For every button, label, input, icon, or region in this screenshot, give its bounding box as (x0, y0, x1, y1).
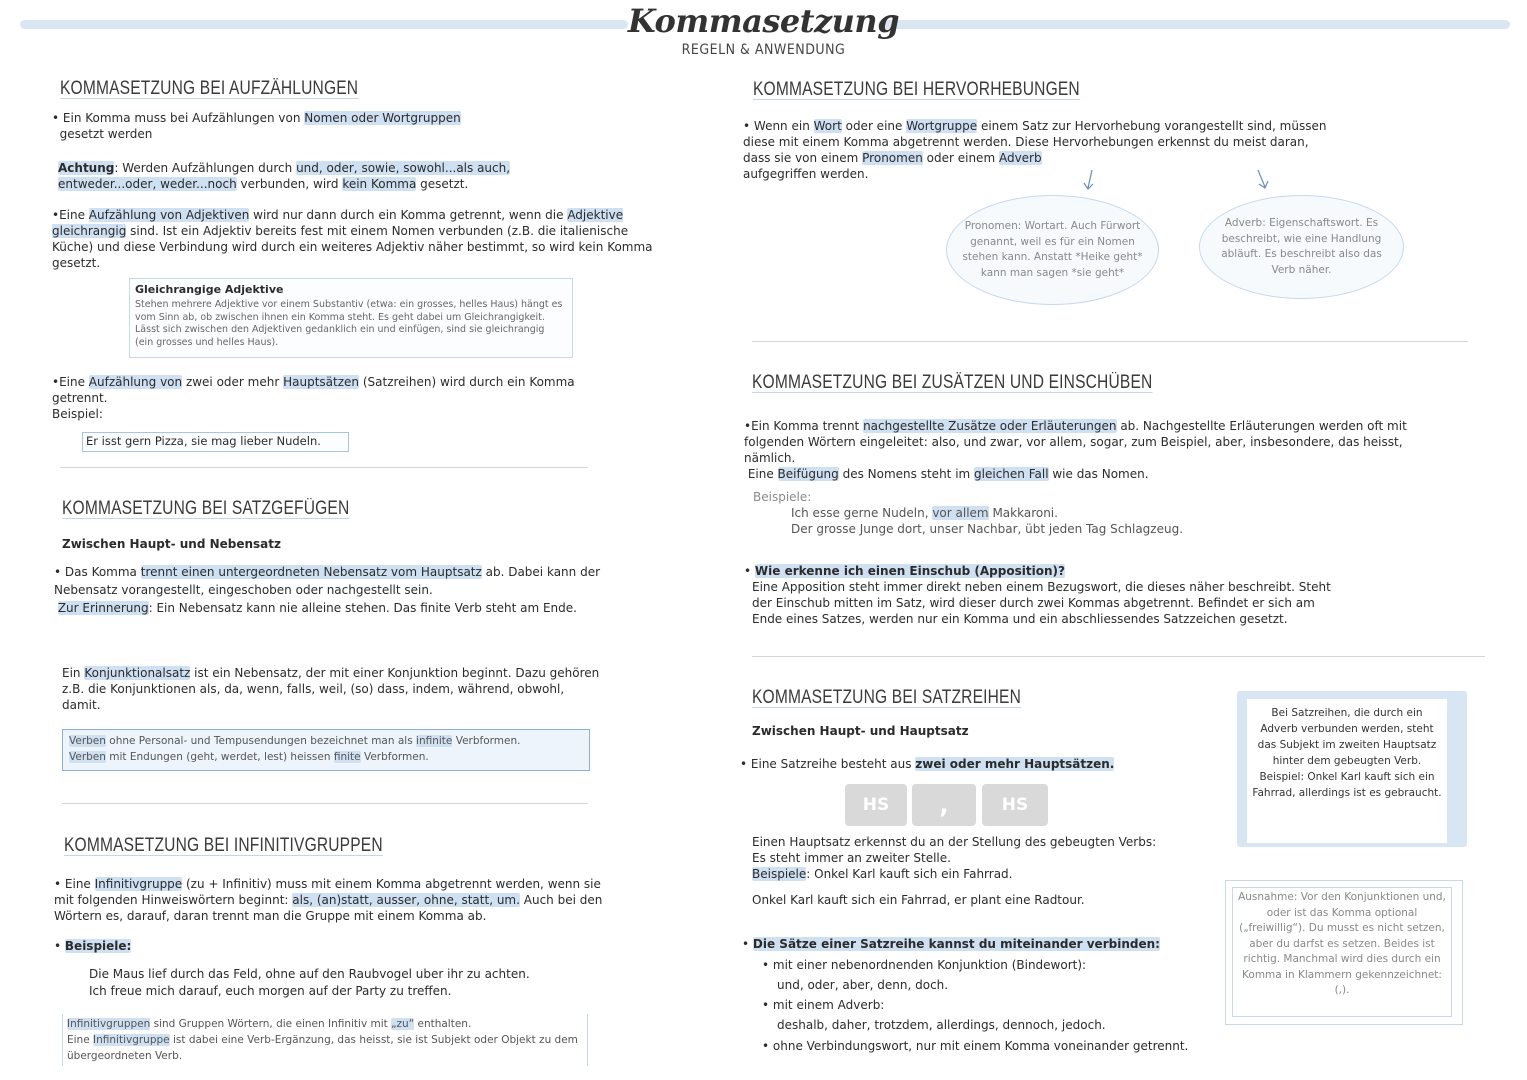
aufz-bullet-1: • Ein Komma muss bei Aufzählungen von Nomen oder Wortgruppen gesetzt werden (52, 111, 461, 141)
heading-hervorhebungen: KOMMASETZUNG BEI HERVORHEBUNGEN (753, 79, 1080, 100)
puzzle-comma: , (912, 784, 976, 826)
example-box-pizza (82, 432, 349, 452)
satzgefuege-bullet-1: • Das Komma trennt einen untergeordneten Nebensatz vom Hauptsatz ab. Dabei kann der Nebensatz vorangestellt, eingeschoben oder nachgestellt sein. Zur Erinnerung: Ein Nebensatz kann nie alleine stehen. Das finite Verb steht am Ende. (54, 565, 601, 615)
satzreihen-v1b: und, oder, aber, denn, doch. (777, 978, 949, 992)
verbformen-line-2: Verben mit Endungen (geht, werdet, lest) heissen finite Verbformen. (69, 751, 429, 763)
aufz-bullet-2: •Eine Aufzählung von Adjektiven wird nur dann durch ein Komma getrennt, wenn die Adjektive gleichrangig sind. Ist ein Adjektiv bereits fest mit einem Nomen verbunden (z.B. die italienische Küche) und diese Verbindung wird durch ein weiteres Adjektiv näher bestimmt, so wird kein Komma gesetzt. (52, 208, 653, 270)
heading-zusaetze: KOMMASETZUNG BEI ZUSÄTZEN UND EINSCHÜBEN (752, 372, 1153, 393)
ellipse-adverb: Adverb: Eigenschaftswort. Es beschreibt, wie eine Handlung abläuft. Es beschreibt also das Verb näher. (1199, 195, 1404, 299)
satzreihen-bullet-1: • Eine Satzreihe besteht aus zwei oder mehr Hauptsätzen. (740, 757, 1115, 771)
divider-right-1 (752, 341, 1468, 342)
satzgefuege-konjunktional: Ein Konjunktionalsatz ist ein Nebensatz, der mit einer Konjunktion beginnt. Dazu gehören z.B. die Konjunktionen als, da, wenn, falls, weil, (so) dass, indem, während, obwohl, damit. (62, 666, 600, 712)
gleichrangig-box-text: Stehen mehrere Adjektive vor einem Substantiv (etwa: ein grosses, helles Haus) hängt es vom Sinn ab, ob zwischen ihnen ein Komma steht. Es geht dabei um Gleichrangigkeit. Lässt sich zwischen den Adjektiven gedanklich ein und einfügen, sind sie gleichrangig (ein grosses und helles Haus). (135, 299, 563, 348)
zusaetze-question: • Wie erkenne ich einen Einschub (Apposition)? (744, 564, 1065, 578)
zusaetze-example-1: Ich esse gerne Nudeln, vor allem Makkaroni. (791, 506, 1058, 520)
arrows-hervor (1080, 168, 1280, 194)
divider-right-2 (752, 656, 1485, 657)
heading-aufzaehlungen: KOMMASETZUNG BEI AUFZÄHLUNGEN (60, 78, 359, 99)
ellipse-pronomen: Pronomen: Wortart. Auch Fürwort genannt, weil es für ein Nomen stehen kann. Anstatt *Heike geht* kann man sagen *sie geht* (946, 195, 1159, 305)
satzreihen-v2: • mit einem Adverb: (762, 998, 885, 1012)
side-box-adverb (1237, 691, 1467, 847)
satzreihen-verbinden-title: • Die Sätze einer Satzreihe kannst du miteinander verbinden: (742, 937, 1160, 951)
header-bar-right (878, 20, 1510, 29)
divider-left-2 (62, 803, 588, 804)
satzreihen-v3: • ohne Verbindungswort, nur mit einem Komma voneinander getrennt. (762, 1039, 1189, 1053)
page-title: Kommasetzung (627, 2, 900, 40)
gleichrangig-box-title: Gleichrangige Adjektive (135, 283, 284, 296)
infinitiv-beispiele-label: • Beispiele: (54, 939, 132, 953)
heading-infinitivgruppen: KOMMASETZUNG BEI INFINITIVGRUPPEN (64, 835, 383, 856)
satzreihen-p4: Onkel Karl kauft sich ein Fahrrad, er plant eine Radtour. (752, 893, 1085, 907)
aufz-bullet-3: •Eine Aufzählung von zwei oder mehr Hauptsätzen (Satzreihen) wird durch ein Komma getrennt. Beispiel: (52, 375, 575, 421)
satzreihen-v1: • mit einer nebenordnenden Konjunktion (Bindewort): (762, 958, 1087, 972)
verbformen-line-1: Verben ohne Personal- und Tempusendungen bezeichnet man als infinite Verbformen. (69, 735, 521, 747)
satzreihen-p1: Einen Hauptsatz erkennst du an der Stellung des gebeugten Verbs: (752, 835, 1157, 849)
infinitiv-example-1: Die Maus lief durch das Feld, ohne auf den Raubvogel uber ihr zu achten. (89, 967, 530, 981)
hervor-bullet-1: • Wenn ein Wort oder eine Wortgruppe einem Satz zur Hervorhebung vorangestellt sind, müssen diese mit einem Komma abgetrennt werden. Diese Hervorhebungen erkennst du meist daran, dass sie von einem Pronomen oder einem Adverb aufgegriffen werden. (743, 119, 1327, 181)
gleichrangig-box (129, 278, 573, 358)
zusaetze-apposition-text: Eine Apposition steht immer direkt neben einem Bezugswort, die dieses näher beschreibt. Steht der Einschub mitten im Satz, wird dieser durch zwei Kommas abgetrennt. Befindet er sich am Ende eines Satzes, werden nur ein Komma und ein abschliessendes Satzzeichen gesetzt. (752, 580, 1331, 626)
heading-satzreihen: KOMMASETZUNG BEI SATZREIHEN (752, 687, 1022, 708)
arrow-adverb (1258, 170, 1268, 188)
puzzle-hs-left: HS (845, 784, 907, 826)
heading-satzgefuege: KOMMASETZUNG BEI SATZGEFÜGEN (62, 498, 350, 519)
header-bar-left (20, 20, 628, 29)
side-box-adverb-text: Bei Satzreihen, die durch ein Adverb verbunden werden, steht das Subjekt im zweiten Hauptsatz hinter dem gebeugten Verb. Beispiel: Onkel Karl kauft sich ein Fahrrad, allerdings ist es gebraucht. (1247, 699, 1447, 843)
aufz-achtung: Achtung: Werden Aufzählungen durch und, oder, sowie, sowohl...als auch, entweder...oder, weder...noch verbunden, wird kein Komma gesetzt. (58, 161, 511, 191)
satzreihen-v2b: deshalb, daher, trotzdem, allerdings, dennoch, jedoch. (777, 1018, 1106, 1032)
divider-left-1 (60, 467, 588, 468)
satzreihen-p2: Es steht immer an zweiter Stelle. (752, 851, 951, 865)
side-box-ausnahme-text: Ausnahme: Vor den Konjunktionen und, oder ist das Komma optional („freiwillig“). Du musst es nicht setzen, aber du darfst es setzen. Beides ist richtig. Manchmal wird dies durch ein Komma in Klammern gekennzeichnet: (,). (1232, 887, 1452, 1017)
example-pizza-text: Er isst gern Pizza, sie mag lieber Nudeln. (86, 434, 321, 448)
satzreihen-p3: Beispiele: Onkel Karl kauft sich ein Fahrrad. (752, 867, 1013, 881)
infinitiv-example-2: Ich freue mich darauf, euch morgen auf der Party zu treffen. (89, 984, 452, 998)
side-box-ausnahme (1225, 880, 1463, 1025)
zusaetze-example-2: Der grosse Junge dort, unser Nachbar, übt jeden Tag Schlagzeug. (791, 522, 1184, 536)
arrow-pronomen (1084, 170, 1093, 189)
satzreihen-subheading: Zwischen Haupt- und Hauptsatz (752, 724, 969, 738)
zusaetze-beispiele-label: Beispiele: (753, 490, 812, 504)
infinitiv-note: Infinitivgruppen sind Gruppen Wörtern, die einen Infinitiv mit „zu“ enthalten. Eine Infinitivgruppe ist dabei eine Verb-Ergänzung, das heisst, sie ist Subjekt oder Objekt zu dem übergeordneten Verb. (62, 1014, 588, 1066)
page-subtitle: REGELN & ANWENDUNG (681, 42, 846, 58)
zusaetze-bullet-1: •Ein Komma trennt nachgestellte Zusätze oder Erläuterungen ab. Nachgestellte Erläuterungen werden oft mit folgenden Wörtern eingeleitet: also, und zwar, vor allem, sogar, zum Beispiel, aber, insbesondere, das heisst, nämlich. Eine Beifügung des Nomens steht im gleichen Fall wie das Nomen. (744, 419, 1407, 481)
satzgefuege-subheading: Zwischen Haupt- und Nebensatz (62, 537, 281, 551)
puzzle-hs-right: HS (982, 784, 1048, 826)
verbformen-box (62, 729, 590, 771)
infinitiv-bullet-1: • Eine Infinitivgruppe (zu + Infinitiv) muss mit einem Komma abgetrennt werden, wenn sie mit folgenden Hinweiswörtern beginnt: als, (an)statt, ausser, ohne, statt, um. Auch bei den Wörtern es, darauf, daran trennt man die Gruppe mit einem Komma ab. (54, 877, 603, 923)
